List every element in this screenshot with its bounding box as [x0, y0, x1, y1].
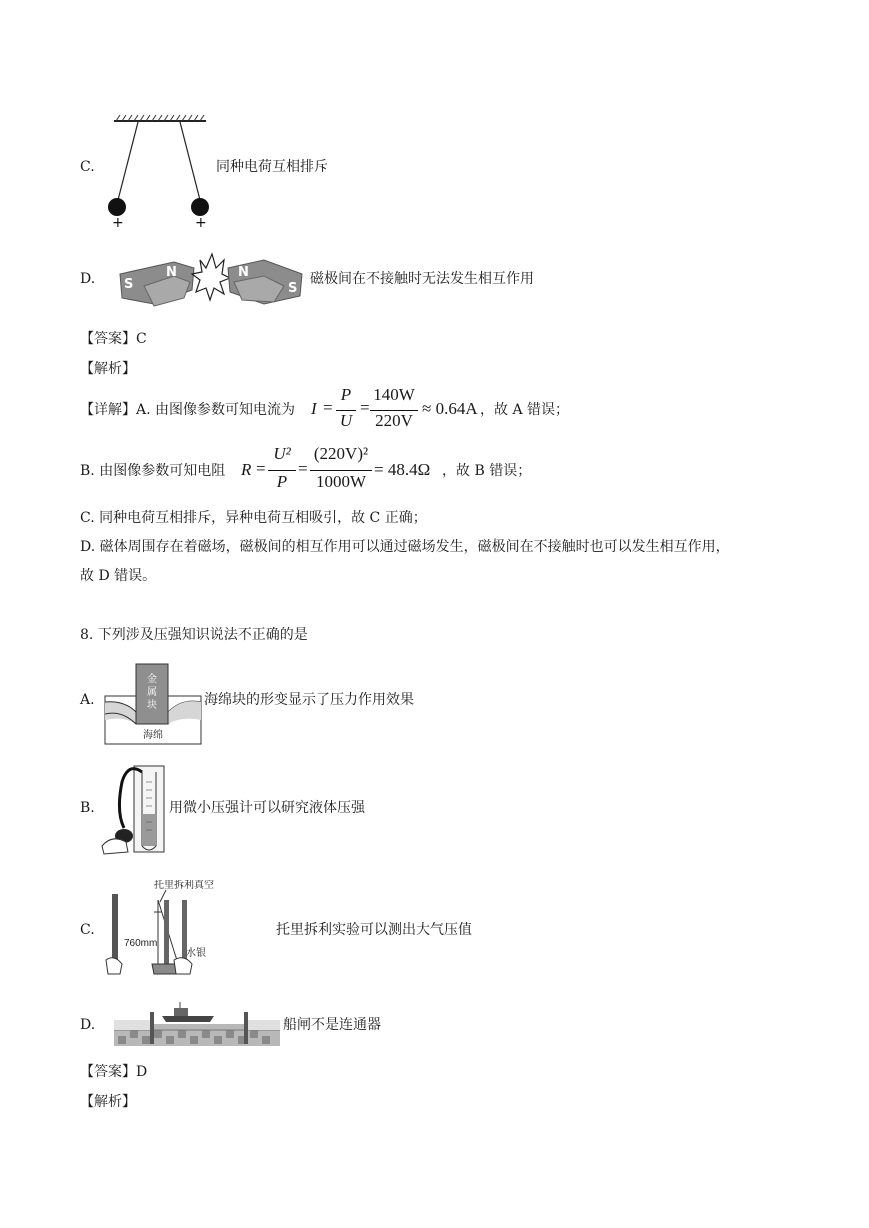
- q8-option-b-text: 用微小压强计可以研究液体压强: [169, 800, 365, 816]
- magnet-right-pole-s: S: [288, 281, 298, 296]
- charge-sign-left: +: [112, 215, 124, 230]
- option-d-letter: D.: [80, 271, 96, 287]
- torricelli-figure: [104, 880, 234, 978]
- q8-option-b-letter: B.: [80, 800, 95, 816]
- detail-b-prefix: B. 由图像参数可知电阻: [80, 463, 226, 479]
- mercury-label: 水银: [186, 948, 206, 959]
- detail-b-suffix: ，故 B 错误；: [442, 463, 532, 479]
- question-8-stem: 8. 下列涉及压强知识说法不正确的是: [80, 627, 308, 643]
- sponge-figure: [104, 662, 202, 746]
- charge-sign-right: +: [195, 215, 207, 230]
- option-c-letter: C.: [80, 159, 95, 175]
- detail-a-prefix: 【详解】A. 由图像参数可知电流为: [80, 402, 296, 418]
- option-d-text: 磁极间在不接触时无法发生相互作用: [310, 271, 534, 287]
- vacuum-label: 托里拆利真空: [154, 880, 214, 891]
- block-label-1: 金: [147, 674, 157, 685]
- magnet-left-pole-n: N: [166, 265, 177, 280]
- block-label-3: 块: [147, 700, 157, 711]
- q8-option-a-text: 海绵块的形变显示了压力作用效果: [204, 692, 414, 708]
- option-c-text: 同种电荷互相排斥: [216, 159, 328, 175]
- pressure-gauge-figure: [98, 762, 168, 858]
- q8-answer: 【答案】D: [80, 1064, 148, 1080]
- height-label: 760mm: [124, 938, 158, 949]
- q8-option-a-letter: A.: [80, 692, 95, 708]
- charged-balls-figure: [104, 112, 214, 230]
- q8-option-d-text: 船闸不是连通器: [283, 1017, 381, 1033]
- detail-d-line2: 故 D 错误。: [80, 568, 157, 584]
- magnets-figure: [114, 246, 308, 310]
- block-label-2: 属: [147, 687, 157, 698]
- q8-option-c-text: 托里拆利实验可以测出大气压值: [276, 922, 472, 938]
- magnet-left-pole-s: S: [124, 277, 134, 292]
- answer-prev: 【答案】C: [80, 331, 147, 347]
- detail-c: C. 同种电荷互相排斥，异种电荷互相吸引，故 C 正确；: [80, 510, 427, 526]
- detail-d-line1: D. 磁体周围存在着磁场，磁极间的相互作用可以通过磁场发生，磁极间在不接触时也可以发生相互作用，: [80, 539, 730, 555]
- magnet-right-pole-n: N: [238, 265, 249, 280]
- analysis-title-prev: 【解析】: [80, 361, 136, 377]
- q8-option-d-letter: D.: [80, 1017, 96, 1033]
- q8-option-c-letter: C.: [80, 922, 95, 938]
- sponge-label: 海绵: [143, 730, 163, 741]
- detail-a-suffix: ，故 A 错误；: [480, 402, 570, 418]
- ship-lock-figure: [114, 1000, 280, 1050]
- q8-analysis-title: 【解析】: [80, 1094, 136, 1110]
